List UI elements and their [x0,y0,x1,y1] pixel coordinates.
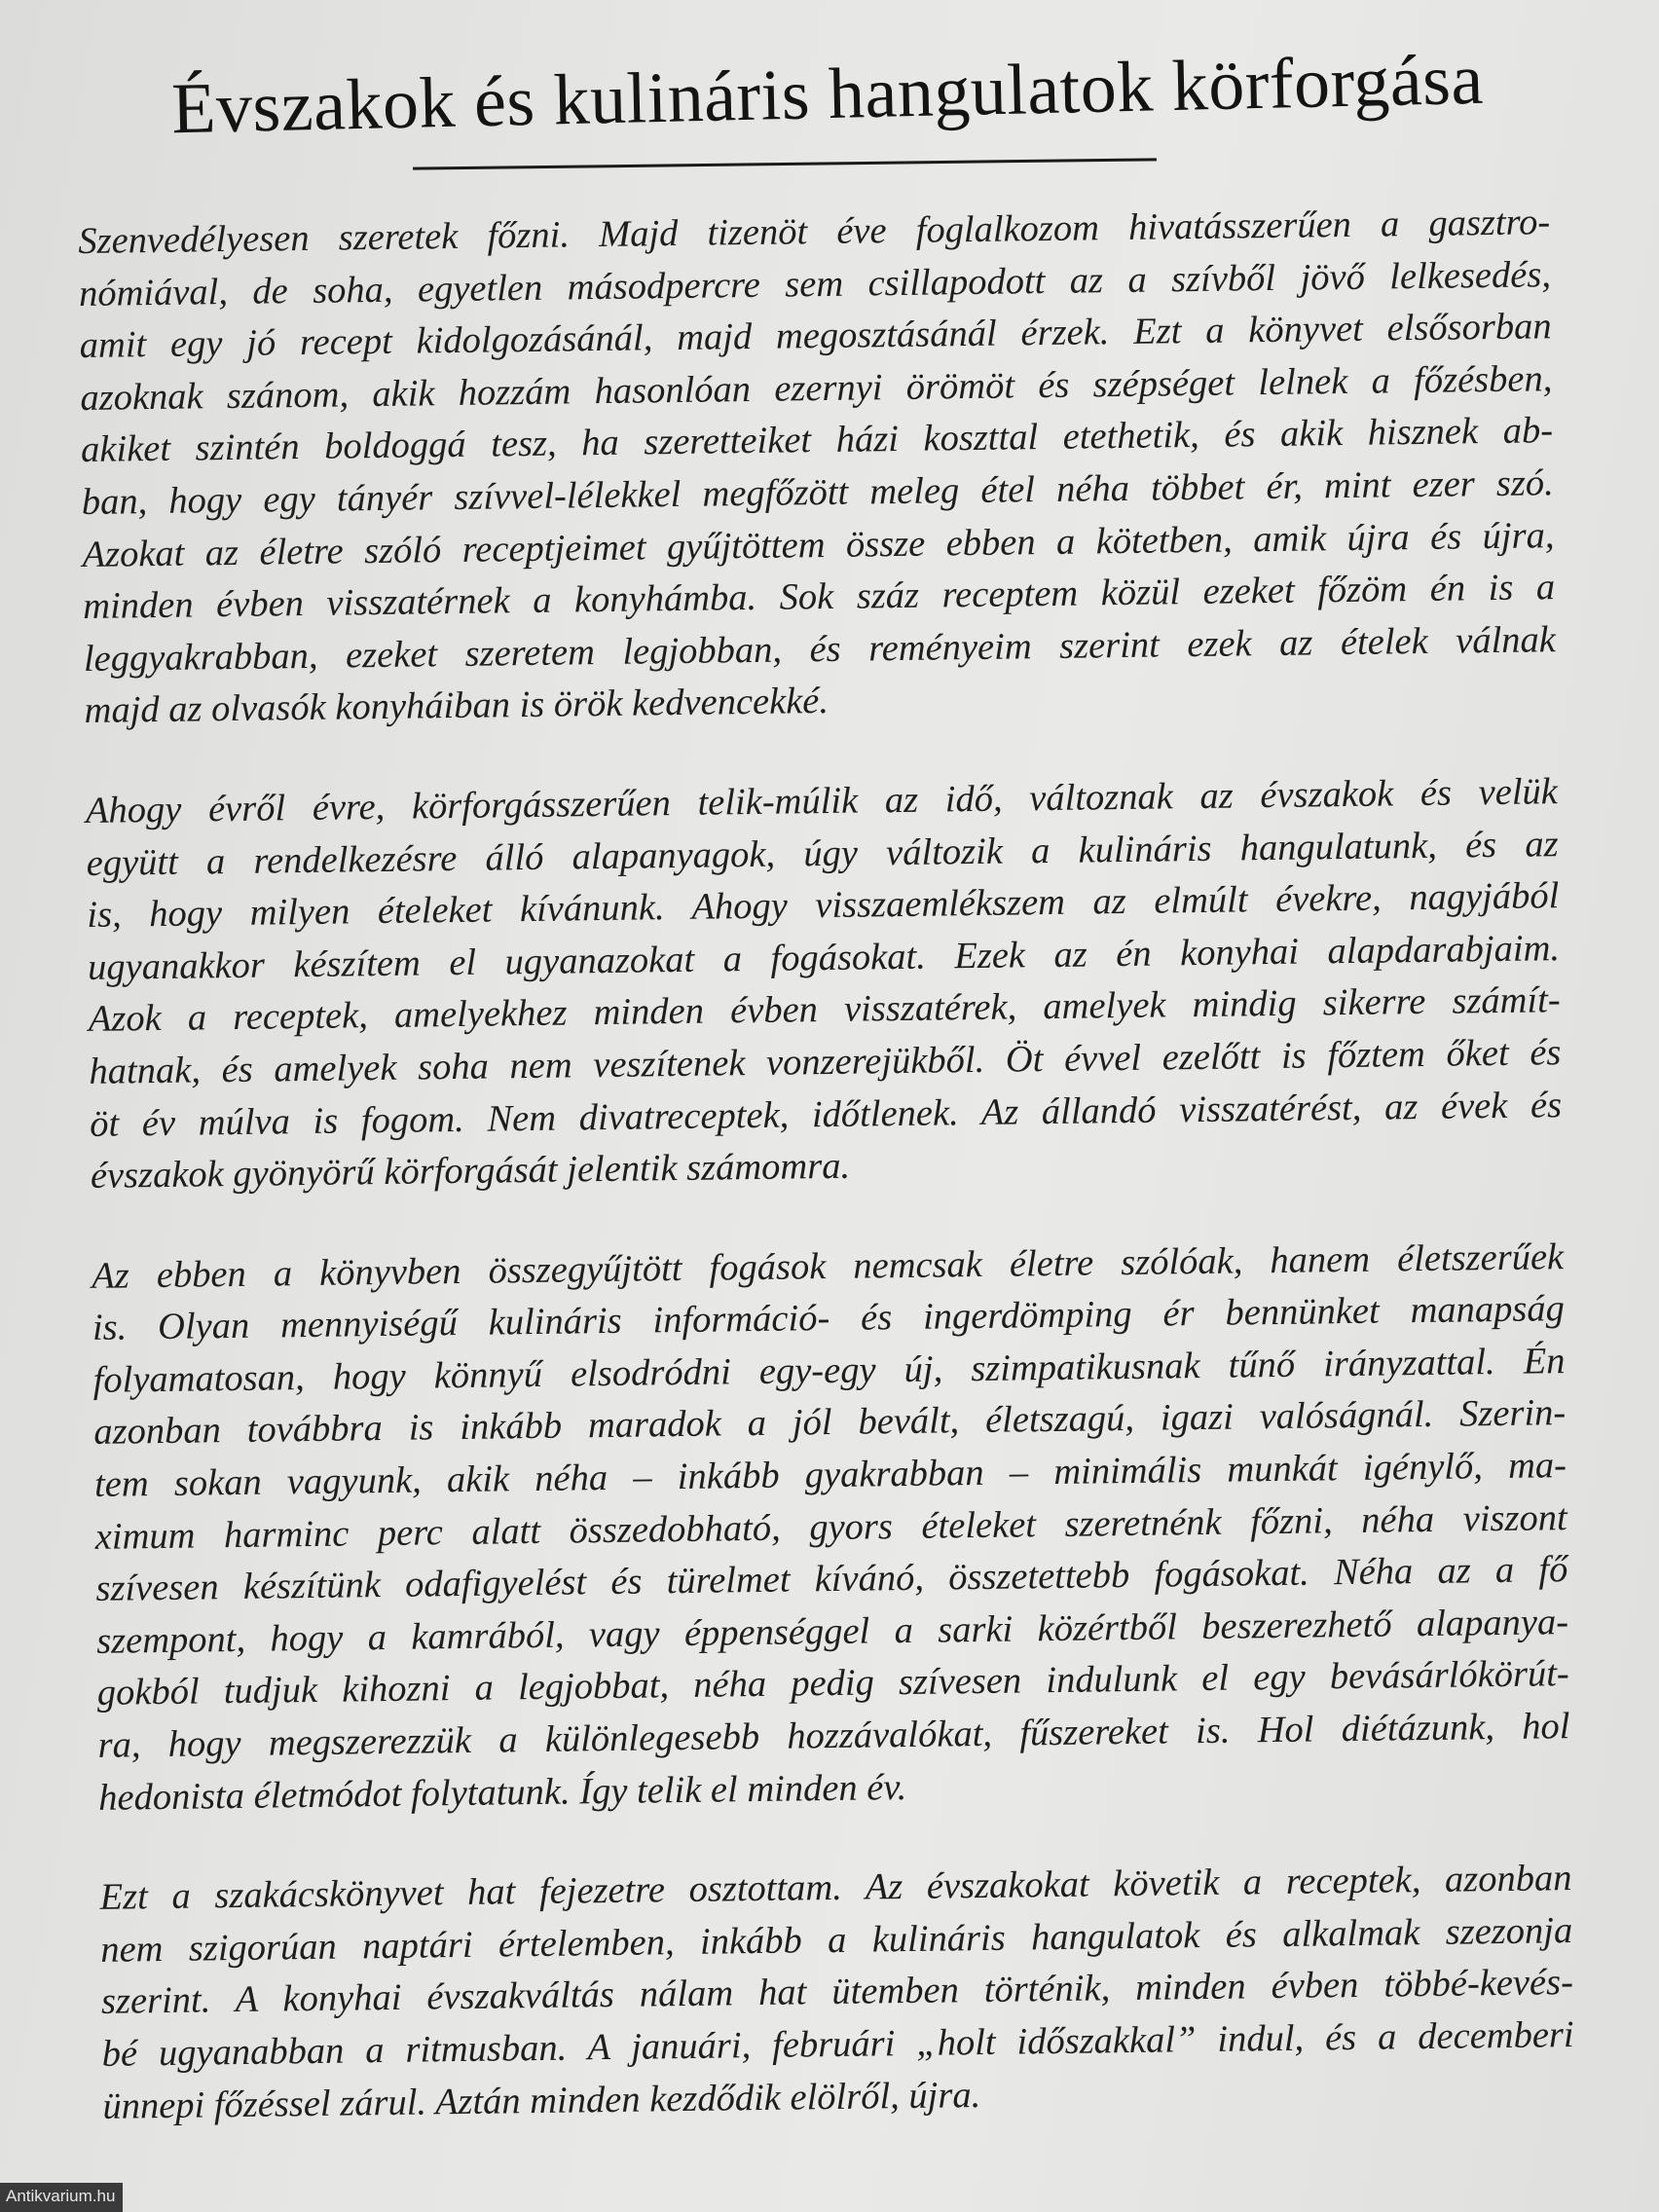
text-line: hedonista életmódot folytatunk. Így telik el minden év. [97,1766,907,1819]
text-line: Azokat az életre szóló receptjeimet gyűjtöttem össze ebben a kötetben, amik újra és újra, [82,514,1555,575]
body-text [78,197,1575,2181]
text-line: is. Olyan mennyiségű kulináris információ- és ingerdömping ér bennünket manapság [92,1288,1566,1349]
text-line: azonban továbbra is inkább maradok a jól bevált, életszagú, igazi valóságnál. Szerin- [93,1392,1567,1454]
text-line: is, hogy milyen ételeket kívánunk. Ahogy visszaemlékszem az elmúlt évekre, nagyjából [87,875,1560,937]
text-line: Szenvedélyesen szeretek főzni. Majd tizenöt éve foglalkozom hivatásszerűen a gasztro- [78,202,1551,262]
text-line: nem szigorúan naptári értelemben, inkább a kulináris hangulatok és alkalmak szezonja [100,1909,1573,1971]
text-line: ugyanakkor készítem el ugyanazokat a fogásokat. Ezek az én konyhai alapdarabjaim. [87,927,1561,988]
text-line: gokból tudjuk kihozni a legjobbat, néha pedig szívesen indulunk el egy bevásárlókörút- [96,1653,1570,1714]
text-line: leggyakrabban, ezeket szeretem legjobban, és reményeim szerint ezek az ételek válnak [83,618,1557,680]
text-line: folyamatosan, hogy könnyű elsodródni egy-egy új, szimpatikusnak tűnő irányzattal. Én [92,1340,1566,1401]
text-line: szerint. A konyhai évszakváltás nálam hat ütemben történik, minden évben többé-kevés- [100,1962,1574,2023]
watermark-label: Antikvarium.hu [0,2183,123,2212]
text-line: Az ebben a könyvben összegyűjtött fogások nemcsak életre szólóak, hanem életszerűek [91,1235,1565,1297]
text-line: ximum harminc perc alatt összedobható, gyors ételeket szeretnénk főzni, néha viszont [94,1496,1567,1558]
text-line: majd az olvasók konyháiban is örök kedvencekké. [84,681,830,732]
text-line: együtt a rendelkezésre álló alapanyagok, úgy változik a kulináris hangulatunk, és az [86,823,1559,884]
text-line: Ezt a szakácskönyvet hat fejezetre osztottam. Az évszakokat követik a receptek, azonban [99,1858,1572,1919]
text-line: öt év múlva is fogom. Nem divatreceptek, időtlenek. Az állandó visszatérést, az évek és [89,1084,1563,1145]
paragraph-2 [86,766,1563,1203]
text-line: évszakok gyönyörű körforgását jelentik számomra. [90,1145,851,1198]
text-line: szempont, hogy a kamrából, vagy éppenséggel a sarki közértből beszerezhető alapanya- [95,1601,1569,1662]
text-line: Azok a receptek, amelyekhez minden évben visszatérek, amelyek mindig sikerre számít- [88,979,1561,1041]
text-line: hatnak, és amelyek soha nem veszítenek vonzerejükből. Öt évvel ezelőtt is főztem őket és [89,1032,1562,1092]
text-line: nómiával, de soha, egyetlen másodpercre sem csillapodott az a szívből jövő lelkesedés, [78,253,1552,314]
text-line: bé ugyanabban a ritmusban. A januári, februári „holt időszakkal” indul, és a decemberi [101,2014,1574,2075]
text-line: minden évben visszatérnek a konyhámba. Sok száz receptem közül ezeket főzöm én is a [82,567,1556,628]
text-line: ünnepi főzéssel zárul. Aztán minden kezdődik elölről, újra. [102,2074,981,2127]
paragraph-3 [92,1232,1571,1825]
paragraph-1 [78,197,1557,738]
text-line: azoknak szánom, akik hozzám hasonlóan ezernyi örömöt és szépséget lelnek a főzésben, [80,357,1553,419]
paragraph-4 [99,1853,1574,2133]
text-line: akiket szintén boldoggá tesz, ha szeretteiket házi koszttal etethetik, és akik hisznek ab- [80,410,1554,471]
page-title: Évszakok és kulináris hangulatok körforgása [170,39,1485,150]
text-line: szívesen készítünk odafigyelést és türelmet kívánó, összetettebb fogásokat. Néha az a fő [95,1549,1568,1610]
text-line: ra, hogy megszerezzük a különlegesebb hozzávalókat, fűszereket is. Hol diétázunk, hol [97,1706,1570,1766]
text-line: Ahogy évről évre, körforgásszerűen telik-múlik az idő, változnak az évszakok és velük [85,771,1559,831]
text-line: tem sokan vagyunk, akik néha – inkább gyakrabban – minimális munkát igénylő, ma- [93,1445,1567,1505]
text-line: amit egy jó recept kidolgozásánál, majd megosztásánál érzek. Ezt a könyvet elsősorban [79,306,1552,367]
text-line: ban, hogy egy tányér szívvel-lélekkel megfőzött meleg étel néha többet ér, mint ezer szó. [81,462,1554,523]
title-underline [413,158,1157,169]
